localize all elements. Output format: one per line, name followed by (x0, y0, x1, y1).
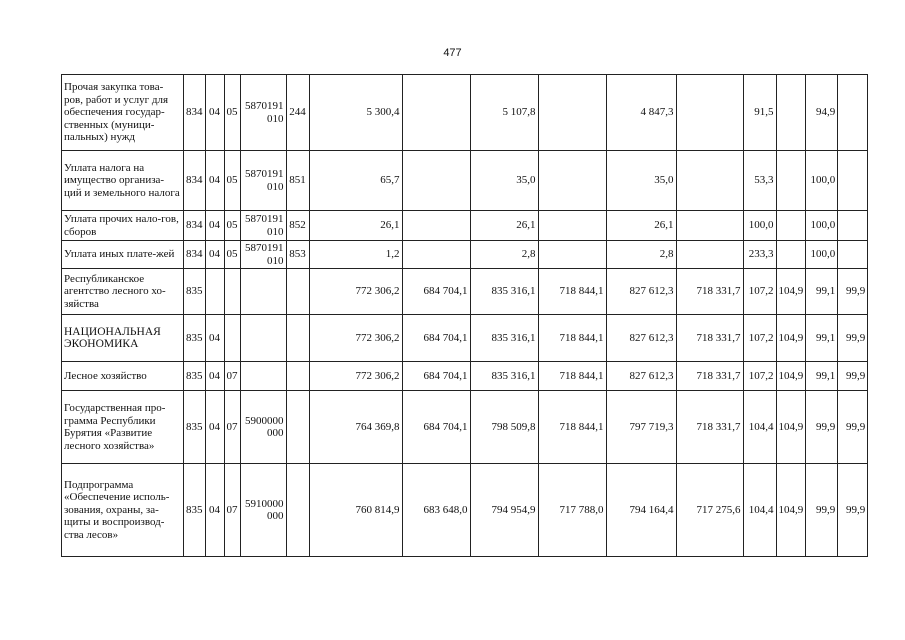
subsection-code: 07 (224, 464, 240, 557)
percent-2: 104,9 (776, 315, 806, 362)
value-1: 772 306,2 (309, 269, 402, 315)
value-4: 717 788,0 (538, 464, 606, 557)
value-6 (676, 241, 743, 269)
percent-4: 99,9 (838, 269, 868, 315)
percent-4: 99,9 (838, 391, 868, 464)
table-row (62, 151, 868, 211)
value-5: 827 612,3 (606, 362, 676, 391)
table-row (62, 241, 868, 269)
value-6 (676, 211, 743, 241)
value-3: 5 107,8 (470, 75, 538, 151)
row-name: Уплата прочих нало-гов, сборов (62, 211, 184, 241)
value-5: 2,8 (606, 241, 676, 269)
expense-code: 853 (286, 241, 309, 269)
value-5: 35,0 (606, 151, 676, 211)
value-1: 26,1 (309, 211, 402, 241)
row-name: Уплата иных плате-жей (62, 241, 184, 269)
section-code: 04 (205, 151, 224, 211)
value-4 (538, 211, 606, 241)
value-1: 760 814,9 (309, 464, 402, 557)
value-3: 835 316,1 (470, 269, 538, 315)
percent-2: 104,9 (776, 391, 806, 464)
value-3: 35,0 (470, 151, 538, 211)
value-6: 718 331,7 (676, 315, 743, 362)
value-2: 684 704,1 (402, 391, 470, 464)
percent-2 (776, 241, 806, 269)
expense-code (286, 362, 309, 391)
table-row (62, 269, 868, 315)
percent-2: 104,9 (776, 269, 806, 315)
value-3: 794 954,9 (470, 464, 538, 557)
value-1: 65,7 (309, 151, 402, 211)
program-code: 5870191 010 (240, 75, 286, 151)
value-5: 4 847,3 (606, 75, 676, 151)
percent-3: 94,9 (806, 75, 838, 151)
value-5: 26,1 (606, 211, 676, 241)
value-4 (538, 241, 606, 269)
value-5: 797 719,3 (606, 391, 676, 464)
value-6: 718 331,7 (676, 362, 743, 391)
table-row (62, 464, 868, 557)
budget-table (61, 74, 868, 557)
expense-code: 852 (286, 211, 309, 241)
subsection-code: 07 (224, 391, 240, 464)
value-6 (676, 75, 743, 151)
program-code (240, 269, 286, 315)
program-code (240, 362, 286, 391)
percent-1: 233,3 (743, 241, 776, 269)
program-code (240, 315, 286, 362)
percent-2: 104,9 (776, 464, 806, 557)
ministry-code: 835 (184, 315, 206, 362)
percent-1: 91,5 (743, 75, 776, 151)
percent-1: 53,3 (743, 151, 776, 211)
value-2 (402, 211, 470, 241)
value-6: 717 275,6 (676, 464, 743, 557)
value-3: 835 316,1 (470, 315, 538, 362)
row-name: Прочая закупка това-ров, работ и услуг для обеспечения государ-ственных (муници-пальных) нужд (62, 75, 184, 151)
percent-4: 99,9 (838, 464, 868, 557)
percent-2: 104,9 (776, 362, 806, 391)
page-number: 477 (443, 47, 462, 59)
program-code: 5910000 000 (240, 464, 286, 557)
value-6: 718 331,7 (676, 391, 743, 464)
percent-4 (838, 75, 868, 151)
percent-3: 100,0 (806, 151, 838, 211)
value-2 (402, 151, 470, 211)
percent-1: 107,2 (743, 362, 776, 391)
expense-code (286, 315, 309, 362)
section-code: 04 (205, 211, 224, 241)
percent-3: 99,1 (806, 315, 838, 362)
section-code: 04 (205, 362, 224, 391)
section-code: 04 (205, 315, 224, 362)
value-4: 718 844,1 (538, 391, 606, 464)
section-code: 04 (205, 75, 224, 151)
percent-3: 100,0 (806, 241, 838, 269)
value-4: 718 844,1 (538, 362, 606, 391)
percent-3: 100,0 (806, 211, 838, 241)
percent-2 (776, 211, 806, 241)
program-code: 5870191 010 (240, 211, 286, 241)
ministry-code: 835 (184, 391, 206, 464)
percent-4 (838, 241, 868, 269)
percent-2 (776, 151, 806, 211)
section-code (205, 269, 224, 315)
percent-1: 100,0 (743, 211, 776, 241)
program-code: 5900000 000 (240, 391, 286, 464)
percent-3: 99,9 (806, 464, 838, 557)
table-row (62, 391, 868, 464)
value-6: 718 331,7 (676, 269, 743, 315)
expense-code: 851 (286, 151, 309, 211)
percent-4: 99,9 (838, 315, 868, 362)
subsection-code: 05 (224, 75, 240, 151)
percent-3: 99,1 (806, 362, 838, 391)
value-2: 683 648,0 (402, 464, 470, 557)
ministry-code: 835 (184, 362, 206, 391)
percent-1: 104,4 (743, 391, 776, 464)
row-name: Уплата налога на имущество организа-ций и земельного налога (62, 151, 184, 211)
percent-1: 107,2 (743, 315, 776, 362)
ministry-code: 834 (184, 241, 206, 269)
percent-2 (776, 75, 806, 151)
value-2 (402, 75, 470, 151)
expense-code (286, 464, 309, 557)
value-1: 772 306,2 (309, 362, 402, 391)
section-code: 04 (205, 464, 224, 557)
subsection-code (224, 315, 240, 362)
ministry-code: 834 (184, 75, 206, 151)
section-code: 04 (205, 241, 224, 269)
row-name: Государственная про-грамма Республики Бурятия «Развитие лесного хозяйства» (62, 391, 184, 464)
ministry-code: 835 (184, 464, 206, 557)
expense-code (286, 269, 309, 315)
table-row (62, 362, 868, 391)
table-row (62, 75, 868, 151)
expense-code (286, 391, 309, 464)
percent-3: 99,9 (806, 391, 838, 464)
subsection-code: 07 (224, 362, 240, 391)
table-row (62, 211, 868, 241)
ministry-code: 835 (184, 269, 206, 315)
expense-code: 244 (286, 75, 309, 151)
value-3: 798 509,8 (470, 391, 538, 464)
value-5: 827 612,3 (606, 315, 676, 362)
value-2: 684 704,1 (402, 315, 470, 362)
value-1: 764 369,8 (309, 391, 402, 464)
table-row (62, 315, 868, 362)
value-2 (402, 241, 470, 269)
subsection-code: 05 (224, 241, 240, 269)
value-4 (538, 75, 606, 151)
row-name: Подпрограмма «Обеспечение исполь-зования, охраны, за-щиты и воспроизвод-ства лесов» (62, 464, 184, 557)
value-4: 718 844,1 (538, 315, 606, 362)
value-4: 718 844,1 (538, 269, 606, 315)
subsection-code: 05 (224, 151, 240, 211)
program-code: 5870191 010 (240, 151, 286, 211)
value-3: 26,1 (470, 211, 538, 241)
subsection-code (224, 269, 240, 315)
ministry-code: 834 (184, 151, 206, 211)
value-5: 827 612,3 (606, 269, 676, 315)
value-2: 684 704,1 (402, 362, 470, 391)
row-name: НАЦИОНАЛЬНАЯ ЭКОНОМИКА (62, 315, 184, 362)
value-5: 794 164,4 (606, 464, 676, 557)
percent-4 (838, 211, 868, 241)
percent-4 (838, 151, 868, 211)
value-1: 1,2 (309, 241, 402, 269)
percent-1: 104,4 (743, 464, 776, 557)
section-code: 04 (205, 391, 224, 464)
percent-1: 107,2 (743, 269, 776, 315)
value-3: 835 316,1 (470, 362, 538, 391)
ministry-code: 834 (184, 211, 206, 241)
percent-4: 99,9 (838, 362, 868, 391)
program-code: 5870191 010 (240, 241, 286, 269)
row-name: Республиканское агентство лесного хо-зяйства (62, 269, 184, 315)
value-2: 684 704,1 (402, 269, 470, 315)
value-3: 2,8 (470, 241, 538, 269)
value-4 (538, 151, 606, 211)
value-1: 772 306,2 (309, 315, 402, 362)
value-1: 5 300,4 (309, 75, 402, 151)
value-6 (676, 151, 743, 211)
percent-3: 99,1 (806, 269, 838, 315)
subsection-code: 05 (224, 211, 240, 241)
row-name: Лесное хозяйство (62, 362, 184, 391)
